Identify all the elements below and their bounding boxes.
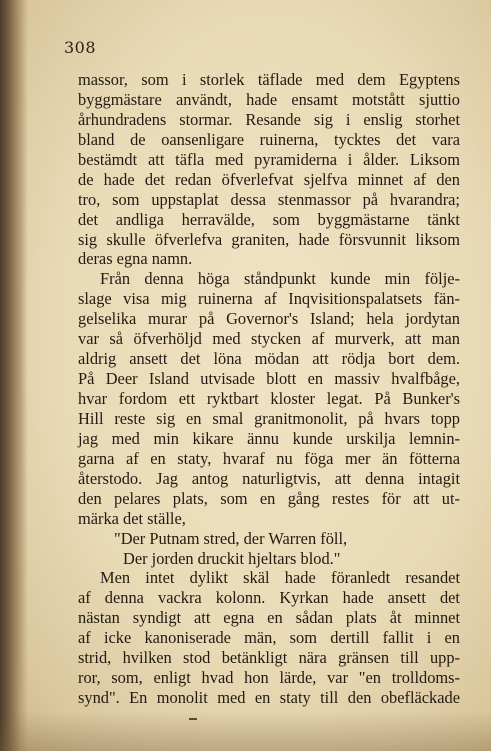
verse-line: "Der Putnam stred, der Warren föll, [114, 528, 348, 548]
text-line: ror, som, enligt hvad hon lärde, var "en trolldoms- [78, 668, 460, 688]
text-line: bestämdt att täfla med pyramiderna i ålder. Liksom [78, 149, 460, 169]
paragraph-start-line: Men intet dylikt skäl hade föranledt resandet [100, 568, 460, 588]
text-line: århundradens stormar. Resande sig i enslig storhet [78, 109, 460, 129]
page-number: 308 [64, 38, 97, 57]
text-line: återstodo. Jag antog naturligtvis, att denna intagit [78, 468, 460, 488]
text-line: jag med min kikare ännu kunde urskilja lemnin- [78, 428, 460, 448]
page-bottom-shadow [0, 711, 491, 751]
text-line: Hill reste sig en smal granitmonolit, på hvars topp [78, 408, 460, 428]
text-line: de hade det redan öfverlefvat sjelfva minnet af den [78, 169, 460, 189]
text-line: aldrig ansett det löna mödan att rödja bort dem. [78, 349, 460, 369]
text-line: hvar fordom ett ryktbart kloster legat. På Bunker's [78, 389, 460, 408]
text-line: På Deer Island utvisade blott en massiv hvalfbåge, [78, 369, 460, 389]
paragraph-start-line: Från denna höga ståndpunkt kunde min följe- [100, 269, 460, 289]
text-line: nästan syndigt att egna en sådan plats åt minnet [78, 608, 460, 628]
text-line: af denna vackra kolonn. Kyrkan hade ansett det [78, 588, 460, 608]
text-line: massor, som i storlek täflade med dem Egyptens [78, 70, 460, 89]
paragraph-end-line: deras egna namn. [78, 249, 193, 269]
text-line: tro, som uppstaplat dessa stenmassor på hvarandra; [78, 189, 460, 209]
body-text [78, 70, 460, 708]
book-spine-shadow [0, 0, 28, 751]
text-line: den pelares plats, som en gång restes för att ut- [78, 488, 460, 508]
text-line: slage visa mig ruinerna af Inqvisitionspalatsets fän- [78, 289, 460, 309]
text-line: var så öfverhöljd med stycken af murverk, att man [78, 329, 460, 349]
verse-line: Der jorden druckit hjeltars blod." [123, 548, 341, 568]
text-line: byggmästare användt, hade ensamt motstått sjuttio [78, 89, 460, 109]
text-line: garna af en staty, hvaraf nu föga mer än fötterna [78, 448, 460, 468]
text-line: af icke kanoniserade män, som dertill fallit i en [78, 628, 460, 648]
text-line: märka det ställe, [78, 508, 186, 528]
text-line: bland de oansenligare ruinerna, tycktes det vara [78, 129, 460, 149]
text-line: gelselika murar på Governor's Island; hela jordytan [78, 309, 460, 329]
printer-mark [189, 718, 197, 720]
text-line: det andliga herravälde, som byggmästarne tänkt [78, 209, 460, 229]
text-line: strid, hvilken stod betänkligt nära gränsen till upp- [78, 648, 460, 668]
text-line: sig skulle öfverlefva graniten, hade försvunnit liksom [78, 229, 460, 249]
text-line: synd". En monolit med en staty till den obefläckade [78, 688, 460, 708]
